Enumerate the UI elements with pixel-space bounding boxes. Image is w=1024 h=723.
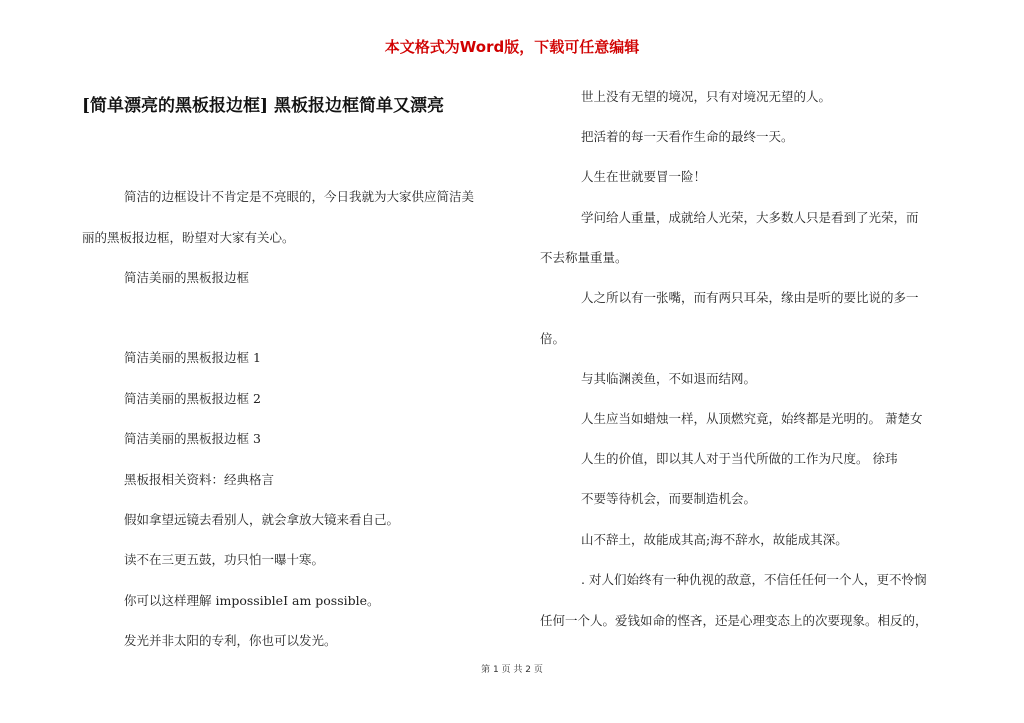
left-paragraph: 简洁美丽的黑板报边框 3 [124,431,261,446]
right-paragraph: 人生应当如蜡烛一样，从顶燃究竟，始终都是光明的。 萧楚女 [581,411,923,426]
right-paragraph: 人生在世就要冒一险！ [581,169,707,184]
left-paragraph: 简洁的边框设计不肯定是不亮眼的，今日我就为大家供应简洁美 [124,189,475,204]
right-paragraph: 世上没有无望的境况，只有对境况无望的人。 [581,89,832,104]
left-paragraph: 黑板报相关资料：经典格言 [124,472,275,487]
right-paragraph: 人之所以有一张嘴，而有两只耳朵，缘由是听的要比说的多一 [581,290,919,305]
left-paragraph: 读不在三更五鼓，功只怕一曝十寒。 [124,552,325,567]
left-paragraph: 简洁美丽的黑板报边框 2 [124,391,261,406]
left-paragraph: 你可以这样理解 impossibleI am possible。 [124,593,380,608]
right-paragraph: 与其临渊羡鱼，不如退而结网。 [581,371,757,386]
left-paragraph: 丽的黑板报边框，盼望对大家有关心。 [82,230,295,245]
right-paragraph: 人生的价值，即以其人对于当代所做的工作为尺度。 徐玮 [581,451,898,466]
right-paragraph: 把活着的每一天看作生命的最终一天。 [581,129,794,144]
right-paragraph: 学问给人重量，成就给人光荣，大多数人只是看到了光荣，而 [581,210,919,225]
right-paragraph: 山不辞土，故能成其高;海不辞水，故能成其深。 [581,532,848,547]
page-title: [简单漂亮的黑板报边框] 黑板报边框简单又漂亮 [82,96,445,116]
left-paragraph: 发光并非太阳的专利，你也可以发光。 [124,633,337,648]
left-paragraph: 假如拿望远镜去看别人，就会拿放大镜来看自己。 [124,512,400,527]
right-paragraph: 任何一个人。爱钱如命的悭吝，还是心理变态上的次要现象。相反的， [540,613,928,628]
left-paragraph: 简洁美丽的黑板报边框 1 [124,350,261,365]
right-paragraph: 倍。 [540,331,566,346]
right-paragraph: 不要等待机会，而要制造机会。 [581,491,757,506]
left-paragraph: 简洁美丽的黑板报边框 [124,270,250,285]
page-number-footer: 第 1 页 共 2 页 [481,665,543,675]
right-paragraph: 不去称量重量。 [540,250,628,265]
edit-notice-banner: 本文格式为Word版，下载可任意编辑 [384,38,640,56]
right-paragraph: . 对人们始终有一种仇视的敌意，不信任任何一个人，更不怜悯 [581,572,927,587]
